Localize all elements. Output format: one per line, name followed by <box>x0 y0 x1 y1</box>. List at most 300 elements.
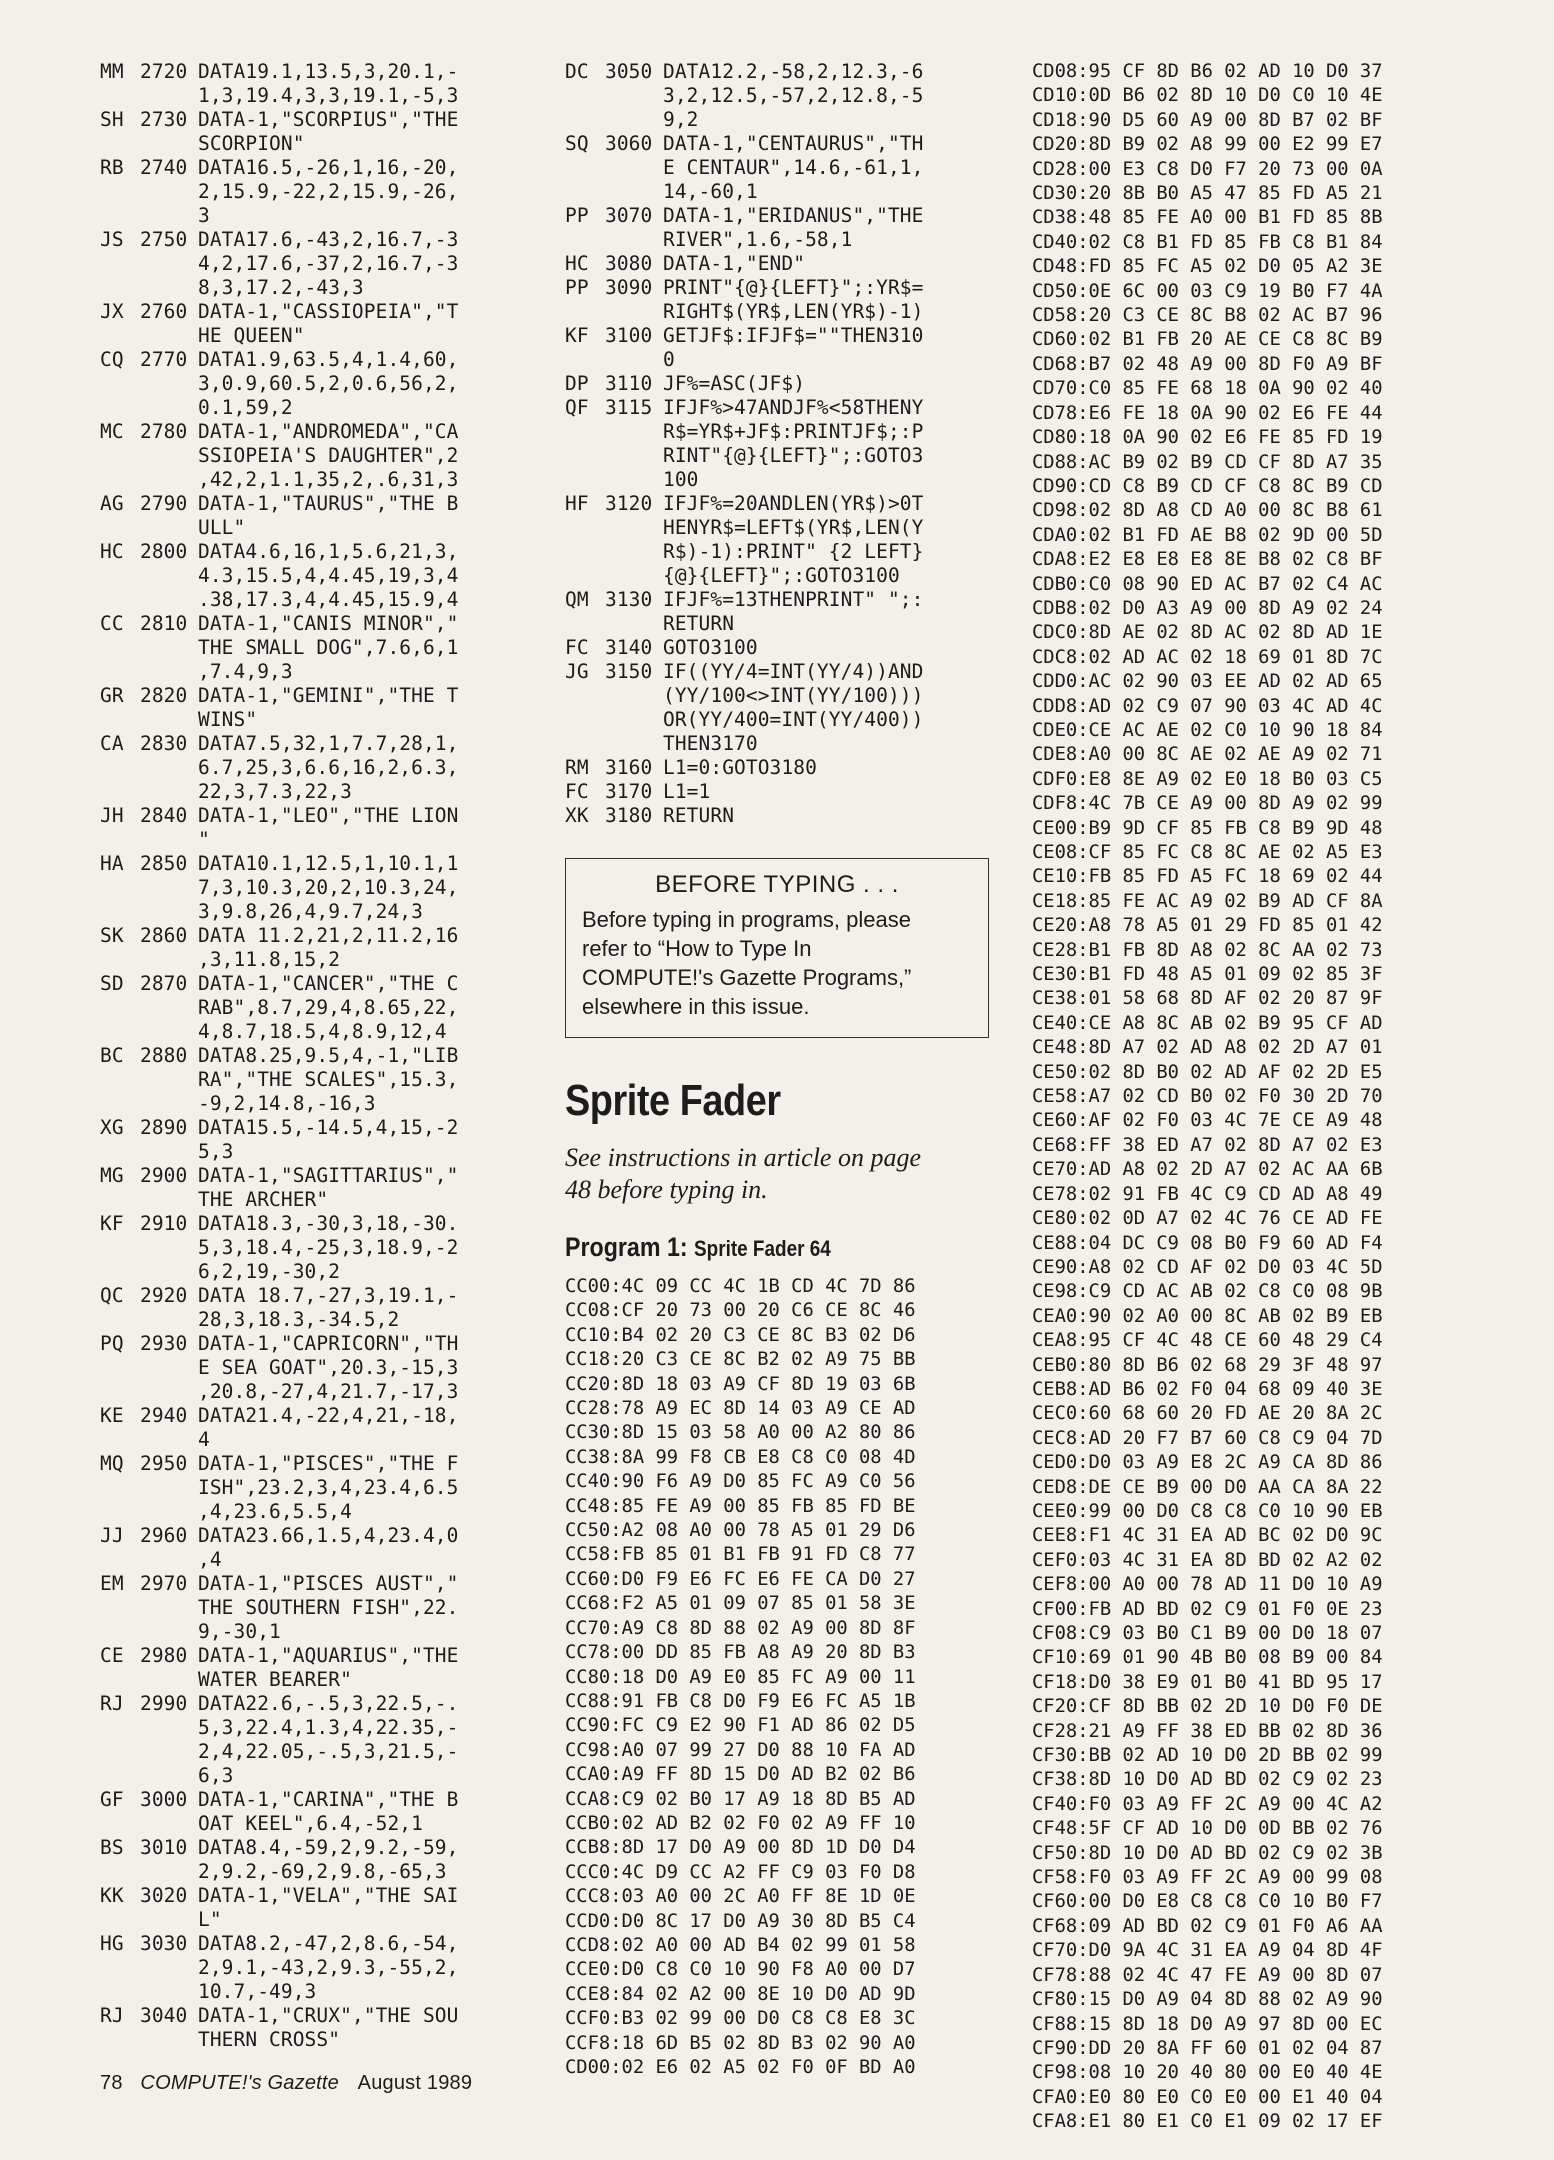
listing-line <box>100 1452 540 1524</box>
line-number: 2770 <box>140 348 188 371</box>
checksum-code: RJ <box>100 2004 124 2027</box>
hex-line: CC80:18 D0 A9 E0 85 FC A9 00 11 <box>565 1666 916 1688</box>
listing-line <box>565 588 1005 636</box>
basic-statement <box>198 1836 540 1884</box>
article-title: Sprite Fader <box>565 1076 781 1125</box>
hex-line: CE98:C9 CD AC AB 02 C8 C0 08 9B <box>1032 1281 1383 1303</box>
hex-line: CC20:8D 18 03 A9 CF 8D 19 03 6B <box>565 1373 916 1395</box>
checksum-code: RJ <box>100 1692 124 1715</box>
hex-line: CF48:5F CF AD 10 D0 0D BB 02 76 <box>1032 1818 1383 1840</box>
statement-line: 2,15.9,-22,2,15.9,-26, <box>198 180 459 203</box>
hex-line: CD30:20 8B B0 A5 47 85 FD A5 21 <box>1032 183 1383 205</box>
hex-line: CDD0:AC 02 90 03 EE AD 02 AD 65 <box>1032 671 1383 693</box>
hex-line: CF50:8D 10 D0 AD BD 02 C9 02 3B <box>1032 1842 1383 1864</box>
statement-line: 6.7,25,3,6.6,16,2,6.3, <box>198 756 459 779</box>
listing-line <box>100 684 540 732</box>
hex-line: CE78:02 91 FB 4C C9 CD AD A8 49 <box>1032 1183 1383 1205</box>
statement-line: R$)-1):PRINT" {2 LEFT} <box>663 540 924 563</box>
checksum-code: MQ <box>100 1452 124 1475</box>
hex-line: CE68:FF 38 ED A7 02 8D A7 02 E3 <box>1032 1134 1383 1156</box>
before-typing-line: COMPUTE!'s Gazette Programs,” <box>582 965 912 990</box>
checksum-code: GF <box>100 1788 124 1811</box>
statement-line: THEN3170 <box>663 732 758 755</box>
statement-line: ,3,11.8,15,2 <box>198 948 341 971</box>
statement-line: L1=0:GOTO3180 <box>663 756 817 779</box>
statement-line: 8,3,17.2,-43,3 <box>198 276 364 299</box>
line-number: 2820 <box>140 684 188 707</box>
hex-line: CF38:8D 10 D0 AD BD 02 C9 02 23 <box>1032 1769 1383 1791</box>
hex-line: CC28:78 A9 EC 8D 14 03 A9 CE AD <box>565 1398 916 1420</box>
hex-line: CD58:20 C3 CE 8C B8 02 AC B7 96 <box>1032 305 1383 327</box>
hex-line: CC10:B4 02 20 C3 CE 8C B3 02 D6 <box>565 1324 916 1346</box>
statement-line: DATA8.25,9.5,4,-1,"LIB <box>198 1044 459 1067</box>
basic-statement <box>198 540 540 612</box>
page-footer <box>100 2072 472 2095</box>
line-number: 2960 <box>140 1524 188 1547</box>
listing-line <box>100 420 540 492</box>
listing-line <box>100 1572 540 1644</box>
hex-line: CC68:F2 A5 01 09 07 85 01 58 3E <box>565 1593 916 1615</box>
hex-line: CF98:08 10 20 40 80 00 E0 40 4E <box>1032 2062 1383 2084</box>
hex-line: CCA0:A9 FF 8D 15 D0 AD B2 02 B6 <box>565 1764 916 1786</box>
hex-line: CC58:FB 85 01 B1 FB 91 FD C8 77 <box>565 1544 916 1566</box>
before-typing-box <box>565 858 989 1038</box>
hex-line: CCB8:8D 17 D0 A9 00 8D 1D D0 D4 <box>565 1837 916 1859</box>
statement-line: DATA-1,"GEMINI","THE T <box>198 684 459 707</box>
statement-line: DATA 18.7,-27,3,19.1,- <box>198 1284 459 1307</box>
statement-line: DATA-1,"ERIDANUS","THE <box>663 204 924 227</box>
basic-statement <box>663 756 1005 780</box>
instruction-line: 48 before typing in. <box>565 1175 768 1204</box>
listing-line <box>565 492 1005 588</box>
hex-line: CE00:B9 9D CF 85 FB C8 B9 9D 48 <box>1032 817 1383 839</box>
checksum-code: PP <box>565 276 589 299</box>
instruction-line: See instructions in article on page <box>565 1143 922 1172</box>
statement-line: ,20.8,-27,4,21.7,-17,3 <box>198 1380 459 1403</box>
hex-line: CCA8:C9 02 B0 17 A9 18 8D B5 AD <box>565 1788 916 1810</box>
line-number: 2760 <box>140 300 188 323</box>
hex-line: CEF0:03 4C 31 EA 8D BD 02 A2 02 <box>1032 1549 1383 1571</box>
hex-line: CDC0:8D AE 02 8D AC 02 8D AD 1E <box>1032 622 1383 644</box>
statement-line: GOTO3100 <box>663 636 758 659</box>
listing-line <box>100 108 540 156</box>
basic-statement <box>663 204 1005 252</box>
listing-line <box>565 756 1005 780</box>
listing-line <box>100 2004 540 2052</box>
statement-line: DATA16.5,-26,1,16,-20, <box>198 156 459 179</box>
hex-line: CED8:DE CE B9 00 D0 AA CA 8A 22 <box>1032 1476 1383 1498</box>
statement-line: DATA-1,"CRUX","THE SOU <box>198 2004 459 2027</box>
hex-line: CF60:00 D0 E8 C8 C8 C0 10 B0 F7 <box>1032 1891 1383 1913</box>
statement-line: DATA8.4,-59,2,9.2,-59, <box>198 1836 459 1859</box>
line-number: 2940 <box>140 1404 188 1427</box>
hex-line: CE18:85 FE AC A9 02 B9 AD CF 8A <box>1032 890 1383 912</box>
basic-statement <box>198 420 540 492</box>
line-number: 3130 <box>605 588 653 611</box>
basic-statement <box>663 636 1005 660</box>
article-instructions <box>565 1142 1005 1206</box>
line-number: 2990 <box>140 1692 188 1715</box>
statement-line: E CENTAUR",14.6,-61,1, <box>663 156 924 179</box>
hex-line: CF78:88 02 4C 47 FE A9 00 8D 07 <box>1032 1964 1383 1986</box>
checksum-code: KK <box>100 1884 124 1907</box>
statement-line: THE SOUTHERN FISH",22. <box>198 1596 459 1619</box>
listing-line <box>100 924 540 972</box>
hex-line: CD00:02 E6 02 A5 02 F0 0F BD A0 <box>565 2057 916 2078</box>
line-number: 3040 <box>140 2004 188 2027</box>
hex-line: CE40:CE A8 8C AB 02 B9 95 CF AD <box>1032 1012 1383 1034</box>
statement-line: THE ARCHER" <box>198 1188 329 1211</box>
hex-line: CF30:BB 02 AD 10 D0 2D BB 02 99 <box>1032 1745 1383 1767</box>
checksum-code: QM <box>565 588 589 611</box>
hex-line: CC60:D0 F9 E6 FC E6 FE CA D0 27 <box>565 1568 916 1590</box>
hex-line: CEE8:F1 4C 31 EA AD BC 02 D0 9C <box>1032 1525 1383 1547</box>
statement-line: IF((YY/4=INT(YY/4))AND <box>663 660 924 683</box>
statement-line: DATA-1,"AQUARIUS","THE <box>198 1644 459 1667</box>
line-number: 2850 <box>140 852 188 875</box>
statement-line: DATA10.1,12.5,1,10.1,1 <box>198 852 459 875</box>
basic-statement <box>198 1116 540 1164</box>
hex-line: CEA0:90 02 A0 00 8C AB 02 B9 EB <box>1032 1305 1383 1327</box>
hex-line: CDE0:CE AC AE 02 C0 10 90 18 84 <box>1032 719 1383 741</box>
checksum-code: DP <box>565 372 589 395</box>
line-number: 2830 <box>140 732 188 755</box>
hex-line: CFA8:E1 80 E1 C0 E1 09 02 17 EF <box>1032 2111 1383 2133</box>
statement-line: 22,3,7.3,22,3 <box>198 780 352 803</box>
listing-line <box>565 132 1005 204</box>
statement-line: L1=1 <box>663 780 711 803</box>
statement-line: 0.1,59,2 <box>198 396 293 419</box>
statement-line: DATA-1,"SCORPIUS","THE <box>198 108 459 131</box>
statement-line: DATA15.5,-14.5,4,15,-2 <box>198 1116 459 1139</box>
program-label: Program 1: <box>565 1232 688 1262</box>
basic-statement <box>663 60 1005 132</box>
checksum-code: KF <box>100 1212 124 1235</box>
listing-line <box>565 252 1005 276</box>
hex-line: CF10:69 01 90 4B B0 08 B9 00 84 <box>1032 1647 1383 1669</box>
basic-listing-continued <box>565 60 1005 828</box>
checksum-code: BS <box>100 1836 124 1859</box>
line-number: 2780 <box>140 420 188 443</box>
checksum-code: CA <box>100 732 124 755</box>
listing-line <box>100 300 540 348</box>
checksum-code: EM <box>100 1572 124 1595</box>
listing-line <box>100 1692 540 1788</box>
line-number: 3170 <box>605 780 653 803</box>
hex-line: CEB8:AD B6 02 F0 04 68 09 40 3E <box>1032 1378 1383 1400</box>
hex-line: CD98:02 8D A8 CD A0 00 8C B8 61 <box>1032 500 1383 522</box>
statement-line: 1,3,19.4,3,3,19.1,-5,3 <box>198 84 459 107</box>
listing-line <box>565 396 1005 492</box>
line-number: 3110 <box>605 372 653 395</box>
listing-line <box>100 1836 540 1884</box>
checksum-code: HC <box>100 540 124 563</box>
statement-line: 7,3,10.3,20,2,10.3,24, <box>198 876 459 899</box>
line-number: 3050 <box>605 60 653 83</box>
checksum-code: HF <box>565 492 589 515</box>
listing-line <box>100 1884 540 1932</box>
statement-line: DATA19.1,13.5,3,20.1,- <box>198 60 459 83</box>
listing-line <box>565 660 1005 756</box>
hex-line: CD48:FD 85 FC A5 02 D0 05 A2 3E <box>1032 256 1383 278</box>
statement-line: DATA-1,"LEO","THE LION <box>198 804 459 827</box>
basic-statement <box>198 612 540 684</box>
magazine-name: COMPUTE!'s Gazette <box>140 2072 339 2094</box>
checksum-code: FC <box>565 780 589 803</box>
hex-line: CE88:04 DC C9 08 B0 F9 60 AD F4 <box>1032 1232 1383 1254</box>
listing-line <box>100 1164 540 1212</box>
statement-line: 3 <box>198 204 210 227</box>
listing-line <box>100 1644 540 1692</box>
statement-line: IFJF%=13THENPRINT" ";: <box>663 588 924 611</box>
line-number: 2790 <box>140 492 188 515</box>
statement-line: 2,9.1,-43,2,9.3,-55,2, <box>198 1956 459 1979</box>
statement-line: ISH",23.2,3,4,23.4,6.5 <box>198 1476 459 1499</box>
hex-line: CDA0:02 B1 FD AE B8 02 9D 00 5D <box>1032 524 1383 546</box>
line-number: 3180 <box>605 804 653 827</box>
listing-line <box>100 612 540 684</box>
hex-line: CDD8:AD 02 C9 07 90 03 4C AD 4C <box>1032 695 1383 717</box>
hex-line: CE08:CF 85 FC C8 8C AE 02 A5 E3 <box>1032 842 1383 863</box>
line-number: 3090 <box>605 276 653 299</box>
basic-statement <box>663 372 1005 396</box>
listing-line <box>100 1524 540 1572</box>
hex-line: CD40:02 C8 B1 FD 85 FB C8 B1 84 <box>1032 231 1383 253</box>
basic-statement <box>663 492 1005 588</box>
line-number: 2810 <box>140 612 188 635</box>
hex-line: CE10:FB 85 FD A5 FC 18 69 02 44 <box>1032 866 1383 888</box>
checksum-code: RM <box>565 756 589 779</box>
line-number: 3115 <box>605 396 653 419</box>
checksum-code: QF <box>565 396 589 419</box>
hex-line: CC30:8D 15 03 58 A0 00 A2 80 86 <box>565 1422 916 1444</box>
listing-column-1 <box>100 60 540 2052</box>
hex-line: CCF8:18 6D B5 02 8D B3 02 90 A0 <box>565 2032 916 2054</box>
statement-line: 6,3 <box>198 1764 234 1787</box>
basic-statement <box>663 276 1005 324</box>
hex-line: CE90:A8 02 CD AF 02 D0 03 4C 5D <box>1032 1256 1383 1278</box>
statement-line: L" <box>198 1908 222 1931</box>
statement-line: 4,2,17.6,-37,2,16.7,-3 <box>198 252 459 275</box>
statement-line: DATA22.6,-.5,3,22.5,-. <box>198 1692 459 1715</box>
statement-line: ,4,23.6,5.5,4 <box>198 1500 352 1523</box>
basic-statement <box>198 1884 540 1932</box>
hex-line: CCF0:B3 02 99 00 D0 C8 C8 E8 3C <box>565 2008 916 2030</box>
line-number: 3080 <box>605 252 653 275</box>
listing-line <box>100 60 540 108</box>
statement-line: 28,3,18.3,-34.5,2 <box>198 1308 400 1331</box>
checksum-code: FC <box>565 636 589 659</box>
line-number: 2900 <box>140 1164 188 1187</box>
statement-line: RAB",8.7,29,4,8.65,22, <box>198 996 459 1019</box>
hex-line: CDB0:C0 08 90 ED AC B7 02 C4 AC <box>1032 573 1383 595</box>
statement-line: DATA-1,"SAGITTARIUS"," <box>198 1164 459 1187</box>
hex-line: CDC8:02 AD AC 02 18 69 01 8D 7C <box>1032 646 1383 668</box>
statement-line: 2,4,22.05,-.5,3,21.5,- <box>198 1740 459 1763</box>
listing-line <box>100 1788 540 1836</box>
listing-line <box>565 804 1005 828</box>
listing-line <box>100 492 540 540</box>
checksum-code: PP <box>565 204 589 227</box>
line-number: 3070 <box>605 204 653 227</box>
statement-line: 3,0.9,60.5,2,0.6,56,2, <box>198 372 459 395</box>
basic-statement <box>663 132 1005 204</box>
page-number: 78 <box>100 2072 123 2094</box>
hex-line: CF80:15 D0 A9 04 8D 88 02 A9 90 <box>1032 1989 1383 2011</box>
statement-line: 9,2 <box>663 108 699 131</box>
basic-statement <box>663 660 1005 756</box>
statement-line: 5,3,18.4,-25,3,18.9,-2 <box>198 1236 459 1259</box>
line-number: 2730 <box>140 108 188 131</box>
before-typing-text <box>582 905 972 1021</box>
basic-statement <box>198 1284 540 1332</box>
listing-line <box>100 804 540 852</box>
statement-line: DATA1.9,63.5,4,1.4,60, <box>198 348 459 371</box>
hex-line: CCC8:03 A0 00 2C A0 FF 8E 1D 0E <box>565 1886 916 1908</box>
statement-line: JF%=ASC(JF$) <box>663 372 806 395</box>
statement-line: DATA-1,"END" <box>663 252 806 275</box>
checksum-code: SK <box>100 924 124 947</box>
listing-column-2 <box>565 60 1005 2080</box>
basic-statement <box>663 252 1005 276</box>
basic-statement <box>198 852 540 924</box>
checksum-code: JX <box>100 300 124 323</box>
hex-line: CF20:CF 8D BB 02 2D 10 D0 F0 DE <box>1032 1696 1383 1718</box>
hex-line: CDF8:4C 7B CE A9 00 8D A9 02 99 <box>1032 793 1383 815</box>
listing-line <box>100 1404 540 1452</box>
statement-line: IFJF%=20ANDLEN(YR$)>0T <box>663 492 924 515</box>
basic-statement <box>198 300 540 348</box>
hex-line: CEA8:95 CF 4C 48 CE 60 48 29 C4 <box>1032 1330 1383 1352</box>
statement-line: THERN CROSS" <box>198 2028 341 2051</box>
hex-line: CCC0:4C D9 CC A2 FF C9 03 F0 D8 <box>565 1861 916 1883</box>
listing-line <box>565 276 1005 324</box>
hex-line: CF58:F0 03 A9 FF 2C A9 00 99 08 <box>1032 1867 1383 1889</box>
issue-date: August 1989 <box>357 2072 473 2094</box>
hex-line: CE60:AF 02 F0 03 4C 7E CE A9 48 <box>1032 1110 1383 1132</box>
line-number: 3150 <box>605 660 653 683</box>
basic-statement <box>663 324 1005 372</box>
hex-line: CE38:01 58 68 8D AF 02 20 87 9F <box>1032 988 1383 1010</box>
hex-line: CEB0:80 8D B6 02 68 29 3F 48 97 <box>1032 1354 1383 1376</box>
checksum-code: GR <box>100 684 124 707</box>
listing-line <box>565 204 1005 252</box>
statement-line: OR(YY/400=INT(YY/400)) <box>663 708 924 731</box>
statement-line: DATA-1,"CENTAURUS","TH <box>663 132 924 155</box>
hex-line: CCE8:84 02 A2 00 8E 10 D0 AD 9D <box>565 1983 916 2005</box>
checksum-code: HA <box>100 852 124 875</box>
checksum-code: KF <box>565 324 589 347</box>
hex-line: CD20:8D B9 02 A8 99 00 E2 99 E7 <box>1032 134 1383 156</box>
hex-line: CF40:F0 03 A9 FF 2C A9 00 4C A2 <box>1032 1793 1383 1815</box>
listing-line <box>100 228 540 300</box>
line-number: 3010 <box>140 1836 188 1859</box>
basic-statement <box>198 156 540 228</box>
line-number: 2840 <box>140 804 188 827</box>
hex-line: CC90:FC C9 E2 90 F1 AD 86 02 D5 <box>565 1715 916 1737</box>
statement-line: DATA-1,"CANIS MINOR"," <box>198 612 459 635</box>
checksum-code: SH <box>100 108 124 131</box>
checksum-code: JJ <box>100 1524 124 1547</box>
listing-line <box>100 732 540 804</box>
hex-line: CC50:A2 08 A0 00 78 A5 01 29 D6 <box>565 1520 916 1542</box>
line-number: 2970 <box>140 1572 188 1595</box>
statement-line: OAT KEEL",6.4,-52,1 <box>198 1812 423 1835</box>
statement-line: 10.7,-49,3 <box>198 1980 317 2003</box>
checksum-code: XG <box>100 1116 124 1139</box>
hex-line: CD68:B7 02 48 A9 00 8D F0 A9 BF <box>1032 353 1383 375</box>
basic-statement <box>198 1044 540 1116</box>
program-name: Sprite Fader 64 <box>694 1236 831 1261</box>
line-number: 2920 <box>140 1284 188 1307</box>
program-heading <box>565 1232 943 1263</box>
checksum-code: MG <box>100 1164 124 1187</box>
basic-statement <box>198 348 540 420</box>
statement-line: ,7.4,9,3 <box>198 660 293 683</box>
line-number: 2870 <box>140 972 188 995</box>
listing-line <box>100 1284 540 1332</box>
listing-line <box>100 1212 540 1284</box>
hex-line: CF70:D0 9A 4C 31 EA A9 04 8D 4F <box>1032 1940 1383 1962</box>
checksum-code: BC <box>100 1044 124 1067</box>
hex-line: CDE8:A0 00 8C AE 02 AE A9 02 71 <box>1032 744 1383 766</box>
statement-line: 6,2,19,-30,2 <box>198 1260 341 1283</box>
statement-line: RIGHT$(YR$,LEN(YR$)-1) <box>663 300 924 323</box>
statement-line: RETURN <box>663 804 735 827</box>
listing-line <box>100 1044 540 1116</box>
checksum-code: SD <box>100 972 124 995</box>
basic-statement <box>198 1452 540 1524</box>
statement-line: DATA18.3,-30,3,18,-30. <box>198 1212 459 1235</box>
checksum-code: JG <box>565 660 589 683</box>
hex-line: CD28:00 E3 C8 D0 F7 20 73 00 0A <box>1032 158 1383 180</box>
hex-line: CE80:02 0D A7 02 4C 76 CE AD FE <box>1032 1208 1383 1230</box>
statement-line: DATA4.6,16,1,5.6,21,3, <box>198 540 459 563</box>
hex-line: CD38:48 85 FE A0 00 B1 FD 85 8B <box>1032 207 1383 229</box>
statement-line: 5,3 <box>198 1140 234 1163</box>
statement-line: DATA17.6,-43,2,16.7,-3 <box>198 228 459 251</box>
listing-column-3 <box>1032 60 1472 2135</box>
hex-line: CD60:02 B1 FB 20 AE CE C8 8C B9 <box>1032 329 1383 351</box>
hex-line: CC78:00 DD 85 FB A8 A9 20 8D B3 <box>565 1642 916 1664</box>
hex-line: CD18:90 D5 60 A9 00 8D B7 02 BF <box>1032 109 1383 131</box>
statement-line: -9,2,14.8,-16,3 <box>198 1092 376 1115</box>
listing-line <box>565 780 1005 804</box>
hex-line: CFA0:E0 80 E0 C0 E0 00 E1 40 04 <box>1032 2086 1383 2108</box>
hex-line: CE20:A8 78 A5 01 29 FD 85 01 42 <box>1032 915 1383 937</box>
statement-line: SSIOPEIA'S DAUGHTER",2 <box>198 444 459 467</box>
statement-line: DATA-1,"ANDROMEDA","CA <box>198 420 459 443</box>
listing-line <box>100 156 540 228</box>
hex-line: CCD0:D0 8C 17 D0 A9 30 8D B5 C4 <box>565 1910 916 1932</box>
statement-line: PRINT"{@}{LEFT}";:YR$= <box>663 276 924 299</box>
line-number: 2860 <box>140 924 188 947</box>
statement-line: {@}{LEFT}";:GOTO3100 <box>663 564 900 587</box>
hex-line: CCD8:02 A0 00 AD B4 02 99 01 58 <box>565 1934 916 1956</box>
statement-line: RIVER",1.6,-58,1 <box>663 228 853 251</box>
basic-statement <box>198 732 540 804</box>
statement-line: GETJF$:IFJF$=""THEN310 <box>663 324 924 347</box>
statement-line: DATA-1,"CARINA","THE B <box>198 1788 459 1811</box>
line-number: 3000 <box>140 1788 188 1811</box>
statement-line: DATA-1,"CAPRICORN","TH <box>198 1332 459 1355</box>
hex-line: CF88:15 8D 18 D0 A9 97 8D 00 EC <box>1032 2013 1383 2035</box>
basic-statement <box>198 972 540 1044</box>
line-number: 2720 <box>140 60 188 83</box>
hex-line: CC18:20 C3 CE 8C B2 02 A9 75 BB <box>565 1349 916 1371</box>
checksum-code: MM <box>100 60 124 83</box>
line-number: 2880 <box>140 1044 188 1067</box>
